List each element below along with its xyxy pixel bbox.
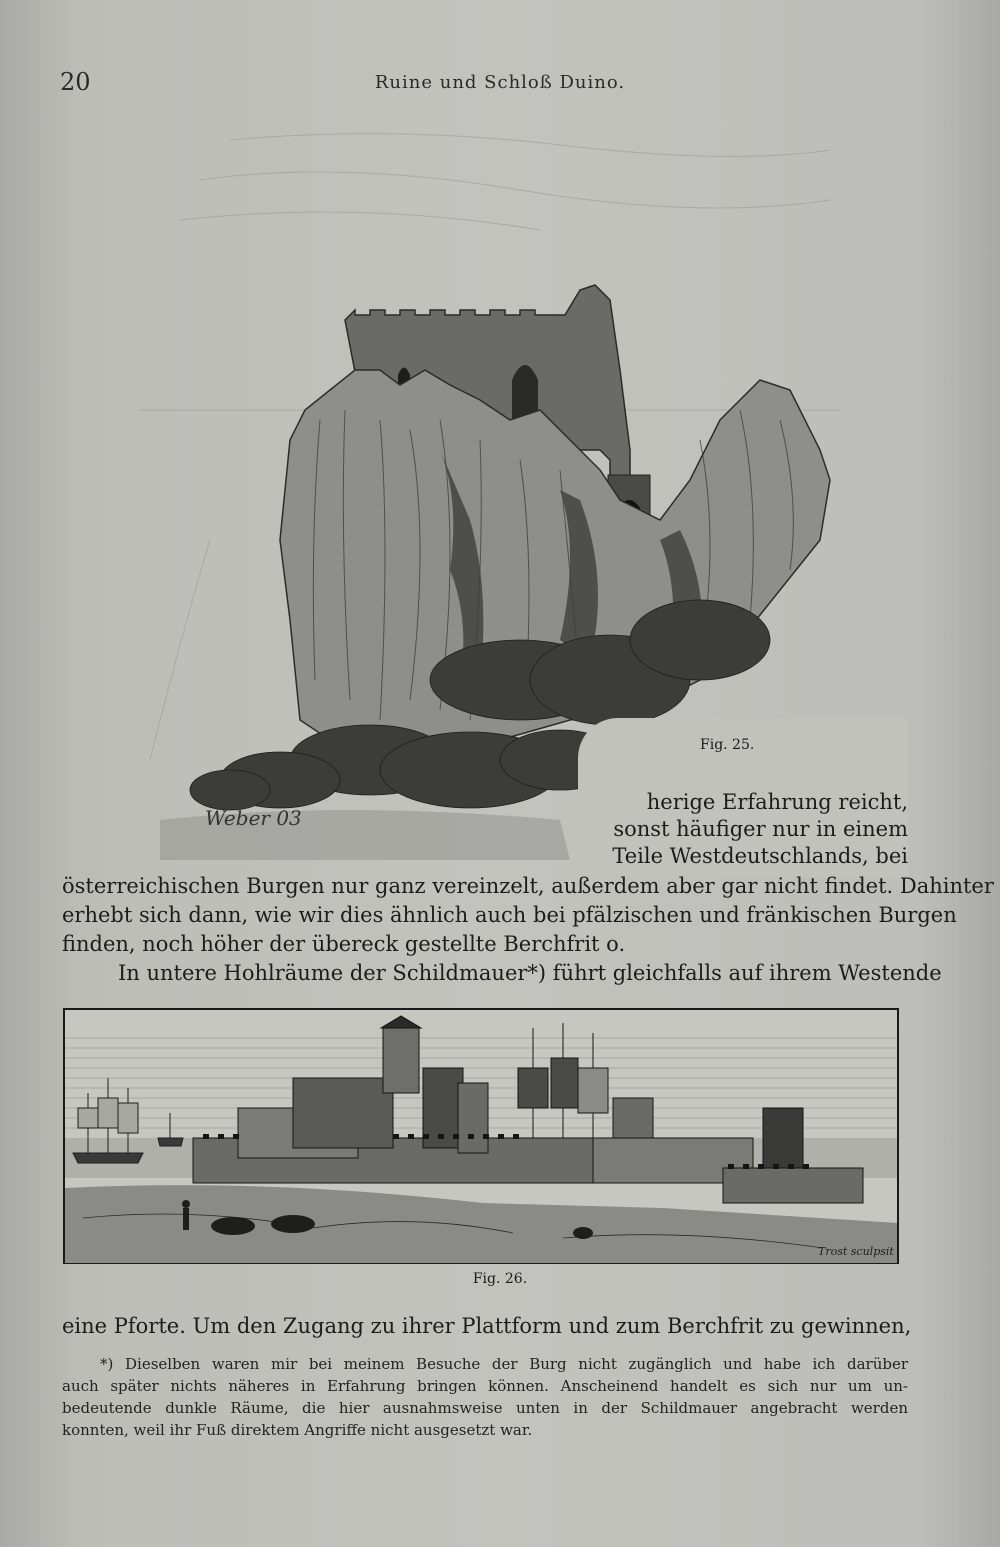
running-title: Ruine und Schloß Duino. <box>374 72 626 93</box>
figure-26-castle-engraving <box>63 1008 899 1264</box>
body-line-1: österreichischen Burgen nur ganz vereinzelt, außerdem aber gar nicht findet. Dahinter <box>62 874 994 898</box>
figure-26-caption: Fig. 26. <box>472 1271 528 1287</box>
footnote-line-2: auch später nichts näheres in Erfahrung bringen können. Anscheinend handelt es sich nur um un- <box>62 1377 908 1395</box>
body-line-2: erhebt sich dann, wie wir dies ähnlich auch bei pfälzischen und fränkischen Burgen <box>62 903 957 927</box>
body-line-right-1: herige Erfahrung reicht, <box>646 790 908 814</box>
page-number: 20 <box>60 68 91 96</box>
body-line-3: finden, noch höher der übereck gestellte Berchfrit o. <box>62 932 626 956</box>
body-line-after-figure: eine Pforte. Um den Zugang zu ihrer Plattform und zum Berchfrit zu gewinnen, <box>62 1314 912 1338</box>
footnote-line-4: konnten, weil ihr Fuß direktem Angriffe nicht ausgesetzt war. <box>62 1421 533 1439</box>
fig26-engraver-credit: Trost sculpsit <box>818 1245 894 1258</box>
footnote-line-3: bedeutende dunkle Räume, die hier ausnahmsweise unten in der Schildmauer angebracht werden <box>62 1399 908 1417</box>
body-line-right-2: sonst häufiger nur in einem <box>613 817 908 841</box>
body-line-right-3: Teile Westdeutschlands, bei <box>612 844 908 868</box>
figure-25-caption: Fig. 25. <box>700 737 755 753</box>
page-header <box>60 68 940 104</box>
body-line-4: In untere Hohlräume der Schildmauer*) führt gleichfalls auf ihrem Westende <box>118 961 942 985</box>
footnote-line-1: *) Dieselben waren mir bei meinem Besuche der Burg nicht zugänglich und habe ich darüber <box>100 1355 908 1373</box>
fig25-signature: Weber 03 <box>205 806 302 830</box>
